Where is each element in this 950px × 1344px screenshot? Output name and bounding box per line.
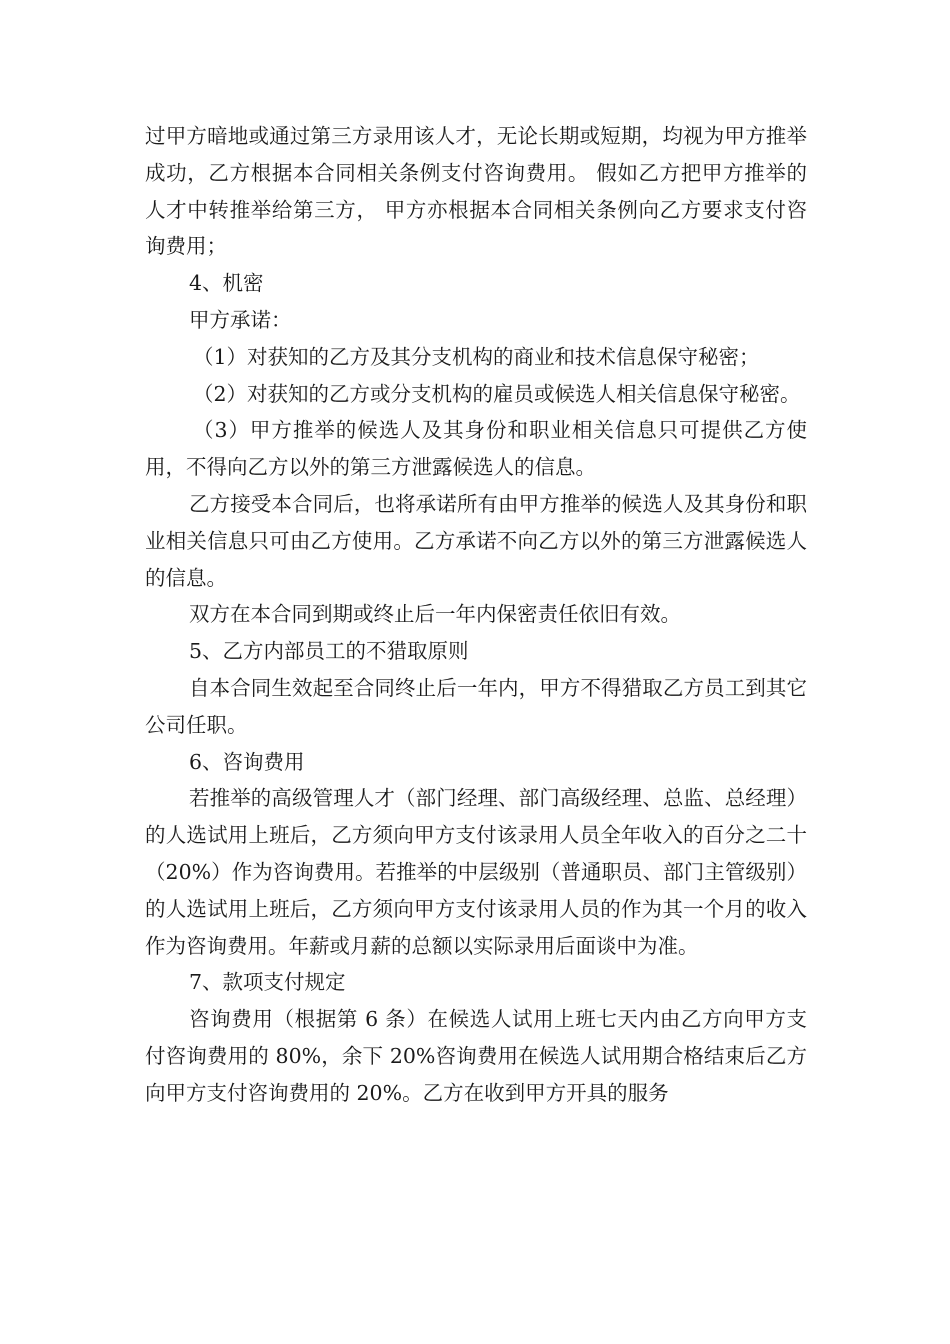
section-heading-confidentiality: 4、机密 [189,271,264,296]
paragraph-party-b-promise: 乙方接受本合同后，也将承诺所有由甲方推举的候选人及其身份和职业相关信息只可由乙方使用。乙方承诺不向乙方以外的第三方泄露候选人的信息。 [145,491,807,590]
document-page [145,118,807,1112]
list-item-3: （3）甲方推举的候选人及其身份和职业相关信息只可提供乙方使用，不得向乙方以外的第三方泄露候选人的信息。 [145,418,807,480]
paragraph-payment: 咨询费用（根据第 6 条）在候选人试用上班七天内由乙方向甲方支付咨询费用的 80%，余下 20%咨询费用在候选人试用期合格结束后乙方向甲方支付咨询费用的 20%。乙方在收到甲方开具的服务 [145,1007,807,1105]
paragraph-continuation: 过甲方暗地或通过第三方录用该人才，无论长期或短期，均视为甲方推举成功，乙方根据本合同相关条例支付咨询费用。 假如乙方把甲方推举的人才中转推举给第三方， 甲方亦根据本合同相关条例向乙方要求支付咨询费用； [145,124,807,259]
paragraph-party-a-promise: 甲方承诺： [189,307,292,332]
paragraph-non-solicit: 自本合同生效起至合同终止后一年内，甲方不得猎取乙方员工到其它公司任职。 [145,675,807,737]
paragraph-fees: 若推举的高级管理人才（部门经理、部门高级经理、总监、总经理）的人选试用上班后，乙方须向甲方支付该录用人员全年收入的百分之二十（20%）作为咨询费用。若推举的中层级别（普通职员、部门主管级别）的人选试用上班后，乙方须向甲方支付该录用人员的作为其一个月的收入作为咨询费用。年薪或月薪的总额以实际录用后面谈中为准。 [145,786,807,958]
section-heading-payment: 7、款项支付规定 [189,970,346,995]
section-heading-non-solicit: 5、乙方内部员工的不猎取原则 [189,639,469,664]
list-item-1: （1）对获知的乙方及其分支机构的商业和技术信息保守秘密； [193,344,760,369]
paragraph-validity: 双方在本合同到期或终止后一年内保密责任依旧有效。 [189,602,681,627]
list-item-2: （2）对获知的乙方或分支机构的雇员或候选人相关信息保守秘密。 [193,381,801,406]
section-heading-fees: 6、咨询费用 [189,749,305,774]
